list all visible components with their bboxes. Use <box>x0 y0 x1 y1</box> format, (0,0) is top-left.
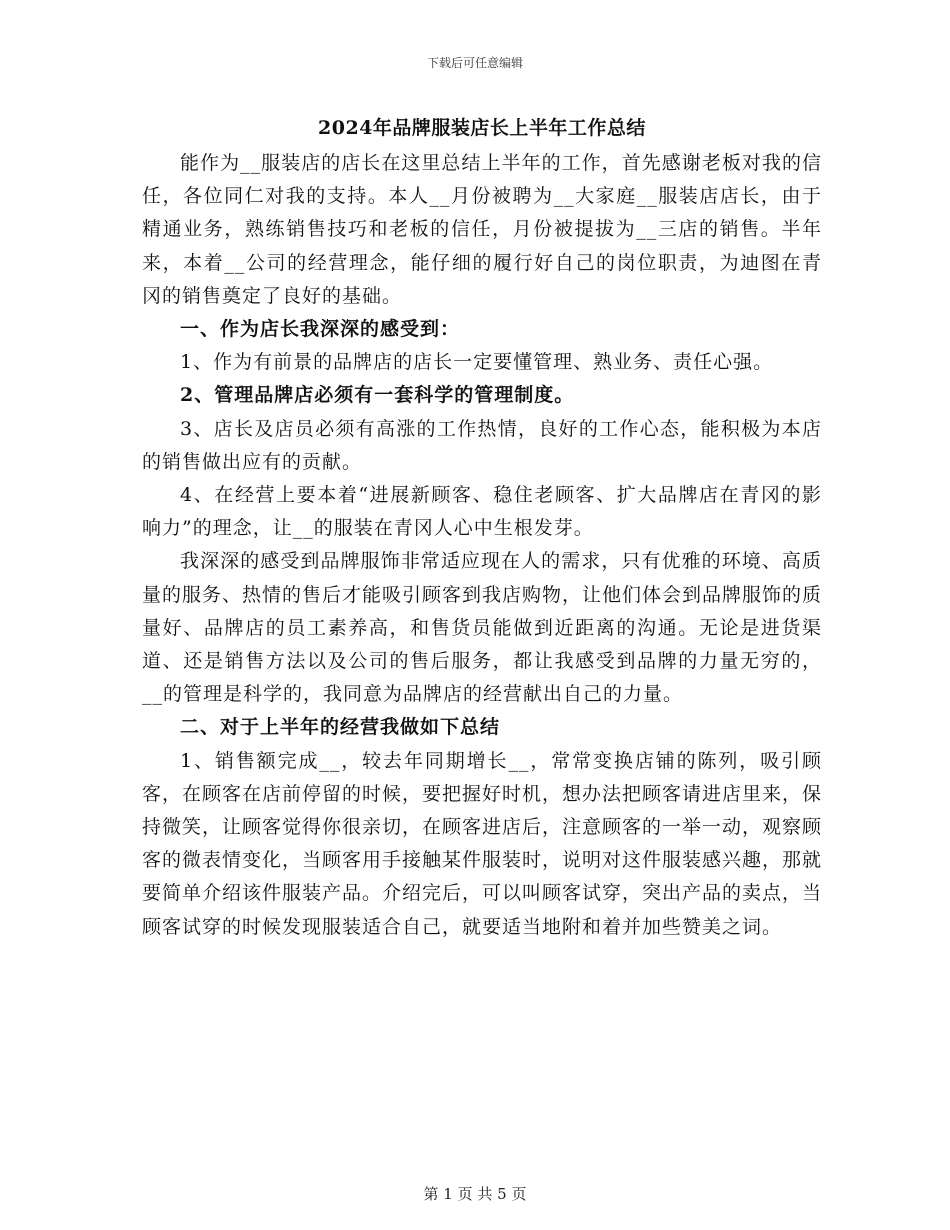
document-title: 2024年品牌服装店长上半年工作总结 <box>318 117 646 139</box>
paragraph-intro: 能作为__服装店的店长在这里总结上半年的工作，首先感谢老板对我的信任，各位同仁对我的支持。本人__月份被聘为__大家庭__服装店店长，由于精通业务，熟练销售技巧和老板的信任，月份被提拔为__三店的销售。半年来，本着__公司的经营理念，能仔细的履行好自己的岗位职责，为迪图在青冈的销售奠定了良好的基础。 <box>142 152 822 307</box>
page-number-footer: 第 1 页 共 5 页 <box>423 1185 527 1203</box>
paragraph-sales-summary: 1、销售额完成__，较去年同期增长__，常常变换店铺的陈列，吸引顾客，在顾客在店前停留的时候，要把握好时机，想办法把顾客请进店里来，保持微笑，让顾客觉得你很亲切，在顾客进店后，注意顾客的一举一动，观察顾客的微表情变化，当顾客用手接触某件服装时，说明对这件服装感兴趣，那就要简单介绍该件服装产品。介绍完后，可以叫顾客试穿，突出产品的卖点，当顾客试穿的时候发现服装适合自己，就要适当地附和着并加些赞美之词。 <box>142 749 823 938</box>
paragraph-feeling: 我深深的感受到品牌服饰非常适应现在人的需求，只有优雅的环境、高质量的服务、热情的售后才能吸引顾客到我店购物，让他们体会到品牌服饰的质量好、品牌店的员工素养高，和售货员能做到近距离的沟通。无论是进货渠道、还是销售方法以及公司的售后服务，都让我感受到品牌的力量无穷的，__的管理是科学的，我同意为品牌店的经营献出自己的力量。 <box>142 550 823 706</box>
paragraph-item-3: 3、店长及店员必须有高涨的工作热情，良好的工作心态，能积极为本店的销售做出应有的贡献。 <box>142 417 822 473</box>
header-note: 下载后可任意编辑 <box>426 56 523 70</box>
paragraph-item-4: 4、在经营上要本着“进展新顾客、稳住老顾客、扩大品牌店在青冈的影响力”的理念，让__的服装在青冈人心中生根发芽。 <box>142 484 822 540</box>
paragraph-item-1: 1、作为有前景的品牌店的店长一定要懂管理、熟业务、责任心强。 <box>180 351 774 374</box>
section-heading-1: 一、作为店长我深深的感受到： <box>180 318 461 341</box>
document-body <box>142 113 822 944</box>
section-heading-2: 二、对于上半年的经营我做如下总结 <box>180 716 501 739</box>
paragraph-item-2: 2、管理品牌店必须有一套科学的管理制度。 <box>180 384 575 407</box>
